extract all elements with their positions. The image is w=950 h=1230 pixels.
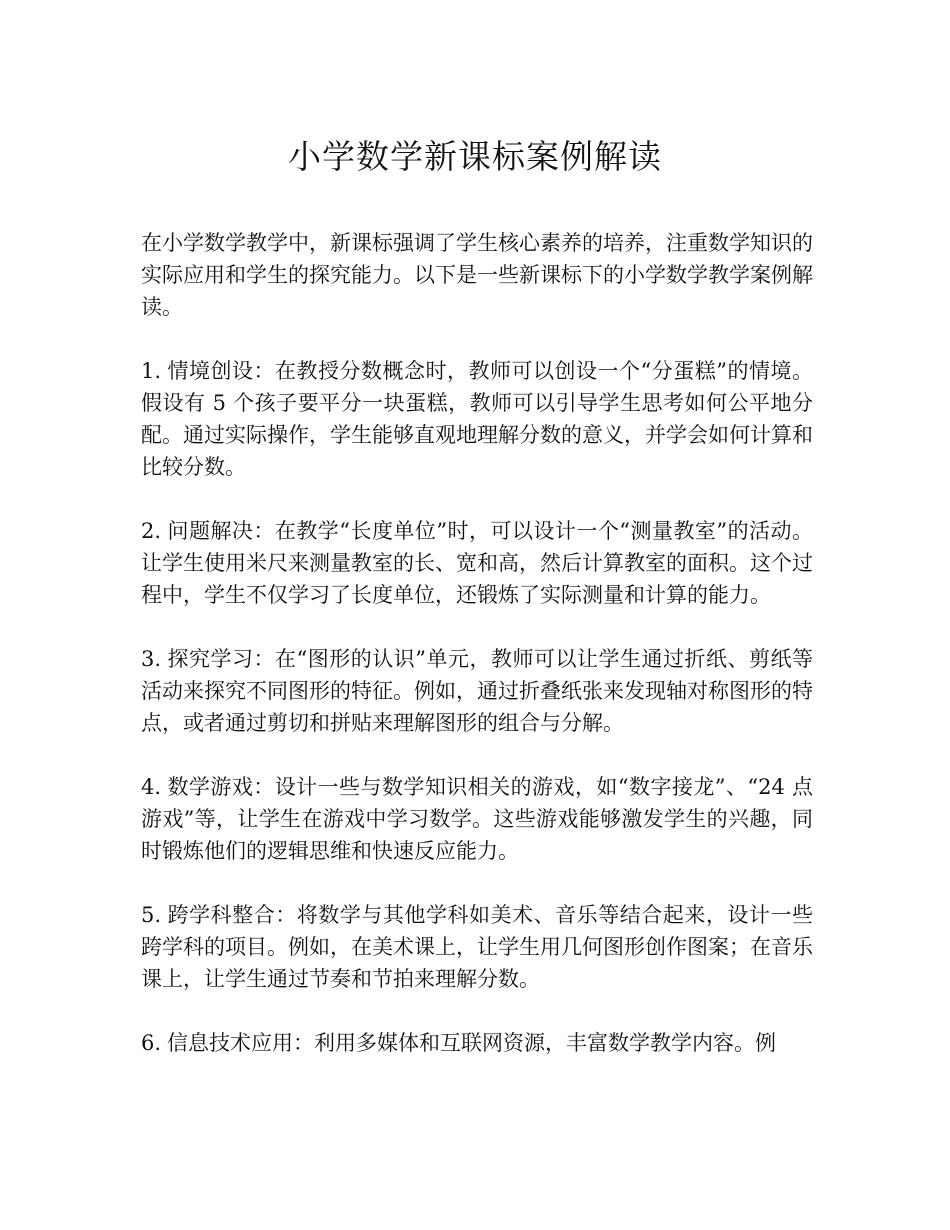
list-item <box>141 643 813 739</box>
item-text: 信息技术应用：利用多媒体和互联网资源，丰富数学教学内容。例 <box>167 1031 777 1055</box>
item-text: 情境创设：在教授分数概念时，教师可以创设一个“分蛋糕”的情境。假设有 5 个孩子要平分一块蛋糕，教师可以引导学生思考如何公平地分配。通过实际操作，学生能够直观地理解分数的意义，并学会如何计算和比较分数。 <box>141 359 813 479</box>
item-number: 4. <box>141 775 162 799</box>
document-body <box>141 227 813 1091</box>
list-item <box>141 771 813 867</box>
item-number: 3. <box>141 647 162 671</box>
item-text: 数学游戏：设计一些与数学知识相关的游戏，如“数字接龙”、“24 点游戏”等，让学生在游戏中学习数学。这些游戏能够激发学生的兴趣，同时锻炼他们的逻辑思维和快速反应能力。 <box>141 775 813 863</box>
item-number: 1. <box>141 359 162 383</box>
item-text: 问题解决：在教学“长度单位”时，可以设计一个“测量教室”的活动。让学生使用米尺来测量教室的长、宽和高，然后计算教室的面积。这个过程中，学生不仅学习了长度单位，还锻炼了实际测量和计算的能力。 <box>141 519 813 607</box>
item-text: 跨学科整合：将数学与其他学科如美术、音乐等结合起来，设计一些跨学科的项目。例如，在美术课上，让学生用几何图形创作图案；在音乐课上，让学生通过节奏和节拍来理解分数。 <box>141 903 813 991</box>
list-item <box>141 1027 813 1059</box>
list-item <box>141 899 813 995</box>
item-text: 探究学习：在“图形的认识”单元，教师可以让学生通过折纸、剪纸等活动来探究不同图形的特征。例如，通过折叠纸张来发现轴对称图形的特点，或者通过剪切和拼贴来理解图形的组合与分解。 <box>141 647 813 735</box>
page-title: 小学数学新课标案例解读 <box>288 137 662 176</box>
item-number: 2. <box>141 519 162 543</box>
item-number: 6. <box>141 1031 162 1055</box>
list-item <box>141 515 813 611</box>
list-item <box>141 355 813 483</box>
item-number: 5. <box>141 903 162 927</box>
intro-paragraph: 在小学数学教学中，新课标强调了学生核心素养的培养，注重数学知识的实际应用和学生的探究能力。以下是一些新课标下的小学数学教学案例解读。 <box>141 231 813 319</box>
